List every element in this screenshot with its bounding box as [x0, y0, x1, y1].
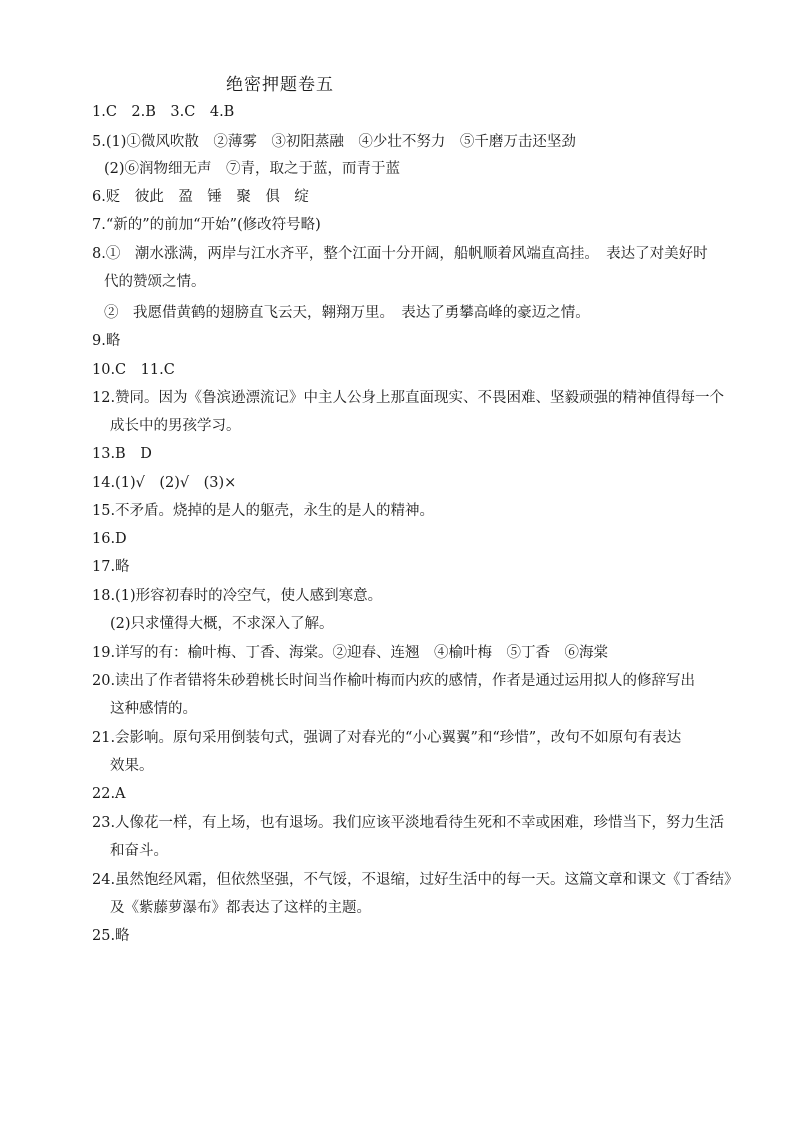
answer-line-8-1-cont: 代的赞颂之情。 — [104, 274, 206, 290]
document-title: 绝密押题卷五 — [226, 75, 334, 95]
answer-line-10: 10.C 11.C — [92, 362, 175, 378]
answer-line-25: 25.略 — [92, 928, 130, 944]
answer-line-1: 1.C 2.B 3.C 4.B — [92, 104, 235, 120]
answer-line-13: 13.B D — [92, 446, 152, 462]
answer-line-6: 6.贬 彼此 盈 锤 聚 俱 绽 — [92, 189, 309, 205]
answer-line-5: 5.(1)①微风吹散 ②薄雾 ③初阳蒸融 ④少壮不努力 ⑤千磨万击还坚劲 — [92, 134, 576, 150]
answer-line-16: 16.D — [92, 531, 127, 547]
answer-line-24: 24.虽然饱经风霜，但依然坚强，不气馁，不退缩，过好生活中的每一天。这篇文章和课文《丁香结》 — [92, 872, 739, 888]
answer-line-5-2: (2)⑥润物细无声 ⑦青，取之于蓝，而青于蓝 — [104, 161, 401, 177]
answer-line-17: 17.略 — [92, 559, 130, 575]
answer-line-12-cont: 成长中的男孩学习。 — [110, 418, 241, 434]
answer-line-22: 22.A — [92, 786, 126, 802]
answer-line-24-cont: 及《紫藤萝瀑布》都表达了这样的主题。 — [110, 900, 371, 916]
answer-line-19: 19.详写的有：榆叶梅、丁香、海棠。②迎春、连翘 ④榆叶梅 ⑤丁香 ⑥海棠 — [92, 645, 609, 661]
answer-line-23-cont: 和奋斗。 — [110, 843, 168, 859]
answer-line-18-2: (2)只求懂得大概，不求深入了解。 — [110, 616, 334, 632]
answer-line-7: 7.“新的”的前加“开始”(修改符号略) — [92, 217, 321, 233]
answer-line-9: 9.略 — [92, 333, 121, 349]
answer-line-20-cont: 这种感情的。 — [110, 701, 197, 717]
answer-line-23: 23.人像花一样，有上场，也有退场。我们应该平淡地看待生死和不幸或困难，珍惜当下，努力生活 — [92, 815, 725, 831]
answer-line-8-2: ② 我愿借黄鹤的翅膀直飞云天，翱翔万里。 表达了勇攀高峰的豪迈之情。 — [104, 305, 590, 321]
answer-line-8-1: 8.① 潮水涨满，两岸与江水齐平，整个江面十分开阔，船帆顺着风端直高挂。 表达了对美好时 — [92, 246, 708, 262]
answer-line-21-cont: 效果。 — [110, 758, 154, 774]
answer-line-12: 12.赞同。因为《鲁滨逊漂流记》中主人公身上那直面现实、不畏困难、坚毅顽强的精神值得每一个 — [92, 390, 725, 406]
answer-line-14: 14.(1)√ (2)√ (3)× — [92, 475, 237, 491]
answer-line-15: 15.不矛盾。烧掉的是人的躯壳，永生的是人的精神。 — [92, 503, 435, 519]
answer-line-21: 21.会影响。原句采用倒装句式，强调了对春光的“小心翼翼”和“珍惜”，改句不如原句有表达 — [92, 730, 682, 746]
answer-line-20: 20.读出了作者错将朱砂碧桃长时间当作榆叶梅而内疚的感情，作者是通过运用拟人的修辞写出 — [92, 673, 696, 689]
answer-line-18-1: 18.(1)形容初春时的冷空气，使人感到寒意。 — [92, 588, 383, 604]
